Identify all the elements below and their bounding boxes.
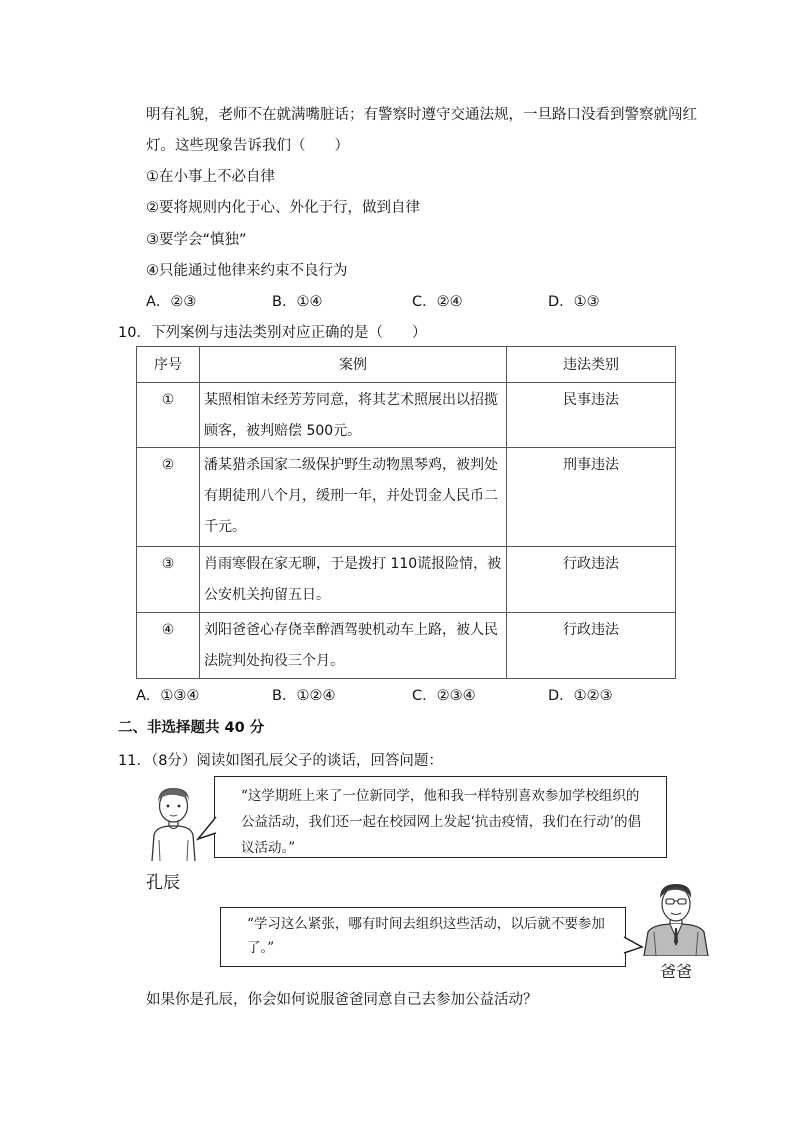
header-case: 案例 bbox=[200, 347, 507, 383]
q9-item-3: ③要学会“慎独” bbox=[146, 232, 247, 248]
q10-stem: 10．下列案例与违法类别对应正确的是（ ） bbox=[118, 325, 427, 341]
row-no: ① bbox=[137, 383, 200, 448]
header-type: 违法类别 bbox=[507, 347, 676, 383]
row-case: 刘阳爸爸心存侥幸醉酒驾驶机动车上路，被人民法院判处拘役三个月。 bbox=[200, 613, 507, 679]
row-case: 肖雨寒假在家无聊，于是拨打 110谎报险情，被公安机关拘留五日。 bbox=[200, 547, 507, 613]
row-type: 民事违法 bbox=[507, 383, 676, 448]
section-title: 二、非选择题共 40 分 bbox=[118, 720, 265, 736]
son-bubble-tail bbox=[196, 815, 218, 843]
row-no: ② bbox=[137, 448, 200, 547]
row-case: 某照相馆未经芳芳同意，将其艺术照展出以招揽顾客，被判赔偿 500元。 bbox=[200, 383, 507, 448]
row-type: 刑事违法 bbox=[507, 448, 676, 547]
q9-option-d[interactable]: D．①③ bbox=[548, 294, 600, 310]
case-table bbox=[136, 346, 676, 679]
q9-options bbox=[0, 290, 794, 310]
dad-speech-bubble bbox=[220, 907, 626, 967]
q10-option-b[interactable]: B．①②④ bbox=[272, 688, 336, 704]
q11-stem: 11．（8分）阅读如图孔辰父子的谈话，回答问题： bbox=[118, 753, 443, 769]
row-type: 行政违法 bbox=[507, 547, 676, 613]
q10-option-d[interactable]: D．①②③ bbox=[548, 688, 613, 704]
row-case: 潘某猎杀国家二级保护野生动物黑琴鸡，被判处有期徒刑八个月，缓刑一年，并处罚金人民币二千元。 bbox=[200, 448, 507, 547]
q9-stem-line2: 灯。这些现象告诉我们（ ） bbox=[146, 138, 349, 154]
q11-question: 如果你是孔辰，你会如何说服爸爸同意自己去参加公益活动？ bbox=[146, 992, 538, 1008]
q9-item-2: ②要将规则内化于心、外化于行，做到自律 bbox=[146, 200, 420, 216]
table-row bbox=[137, 547, 676, 613]
q9-stem-line1: 明有礼貌，老师不在就满嘴脏话；有警察时遵守交通法规，一旦路口没看到警察就闯红 bbox=[146, 107, 697, 123]
q9-item-4: ④只能通过他律来约束不良行为 bbox=[146, 263, 348, 279]
table-row bbox=[137, 383, 676, 448]
son-quote: “这学期班上来了一位新同学，他和我一样特别喜欢参加学校组织的公益活动，我们还一起在校园网上发起‘抗击疫情，我们在行动’的倡议活动。” bbox=[241, 788, 642, 856]
q9-option-a[interactable]: A．②③ bbox=[146, 294, 197, 310]
father-illustration bbox=[638, 880, 712, 956]
q9-option-b[interactable]: B．①④ bbox=[272, 294, 323, 310]
header-no: 序号 bbox=[137, 347, 200, 383]
q10-option-a[interactable]: A．①③④ bbox=[136, 688, 200, 704]
dad-quote: “学习这么紧张，哪有时间去组织这些活动，以后就不要参加了。” bbox=[247, 916, 605, 956]
q9-option-c[interactable]: C．②④ bbox=[412, 294, 463, 310]
row-no: ③ bbox=[137, 547, 200, 613]
q10-option-c[interactable]: C．②③④ bbox=[412, 688, 476, 704]
son-speech-bubble bbox=[214, 776, 667, 858]
father-name: 爸爸 bbox=[660, 962, 693, 981]
table-row bbox=[137, 613, 676, 679]
row-no: ④ bbox=[137, 613, 200, 679]
son-name: 孔辰 bbox=[146, 873, 180, 893]
row-type: 行政违法 bbox=[507, 613, 676, 679]
q10-options bbox=[0, 684, 794, 704]
q9-item-1: ①在小事上不必自律 bbox=[146, 169, 275, 185]
table-row bbox=[137, 448, 676, 547]
table-header-row bbox=[137, 347, 676, 383]
